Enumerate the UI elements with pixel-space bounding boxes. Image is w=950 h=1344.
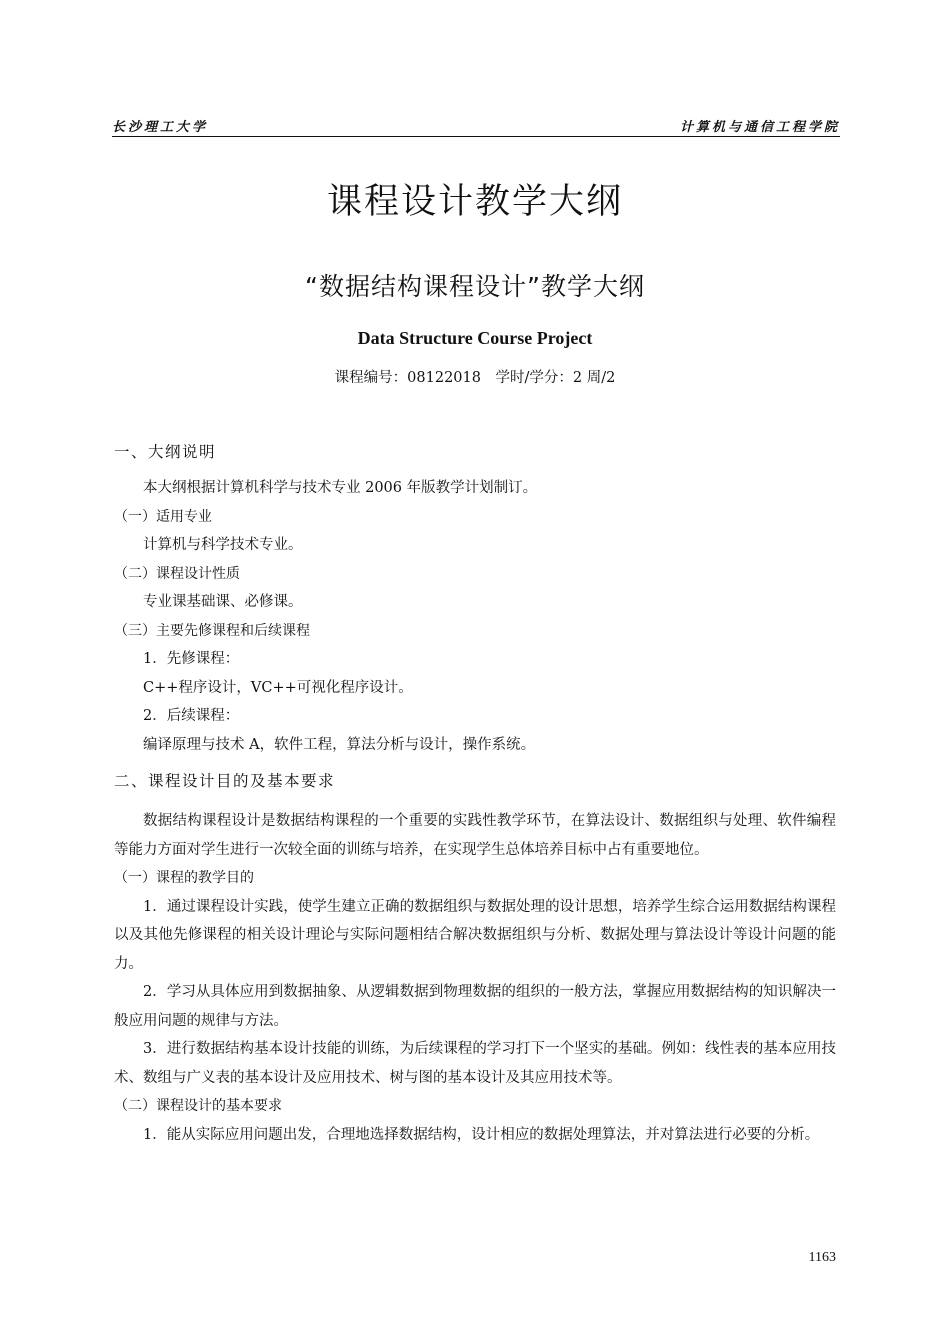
followup-label: 2．后续课程： [143,708,240,724]
header-college: 计算机与通信工程学院 [679,120,840,135]
course-nature-text: 专业课基础课、必修课。 [143,594,303,610]
document-title: 课程设计教学大纲 [326,182,623,222]
subheading-basic-requirements: （二）课程设计的基本要求 [114,1098,282,1114]
page-number: 1163 [808,1250,836,1265]
applicable-major-text: 计算机与科学技术专业。 [143,537,303,553]
subheading-applicable-major: （一）适用专业 [114,508,212,525]
syllabus-subtitle: “数据结构课程设计”教学大纲 [305,272,645,301]
prerequisites-label: 1．先修课程： [143,651,240,667]
teaching-purpose-item-3: 3．进行数据结构基本设计技能的训练，为后续课程的学习打下一个坚实的基础。例如：线性表的基本应用技术、数组与广义表的基本设计及应用技术、树与图的基本设计及其应用技术等。 [114,1041,836,1086]
followup-text: 编译原理与技术 A，软件工程，算法分析与设计，操作系统。 [143,736,536,753]
basic-requirements-item-1: 1．能从实际应用问题出发，合理地选择数据结构，设计相应的数据处理算法，并对算法进行必要的分析。 [143,1126,820,1143]
objectives-intro: 数据结构课程设计是数据结构课程的一个重要的实践性教学环节，在算法设计、数据组织与处理、软件编程等能力方面对学生进行一次较全面的训练与培养，在实现学生总体培养目标中占有重要地位。 [114,813,836,858]
document-body [114,438,836,1149]
header-university: 长沙理工大学 [112,120,209,135]
section-heading-outline: 一、大纲说明 [114,443,217,461]
subheading-course-nature: （二）课程设计性质 [114,565,240,582]
teaching-purpose-item-2: 2．学习从具体应用到数据抽象、从逻辑数据到物理数据的组织的一般方法，掌握应用数据结构的知识解决一般应用问题的规律与方法。 [114,984,836,1029]
section-heading-objectives: 二、课程设计目的及基本要求 [114,772,336,790]
teaching-purpose-item-1: 1．通过课程设计实践，使学生建立正确的数据组织与数据处理的设计思想，培养学生综合运用数据结构课程以及其他先修课程的相关设计理论与实际问题相结合解决数据组织与分析、数据处理与算法设计等设计问题的能力。 [114,898,836,972]
prerequisites-text: C++程序设计，VC++可视化程序设计。 [143,679,413,696]
english-title: Data Structure Course Project [357,328,593,348]
subheading-teaching-purpose: （一）课程的教学目的 [114,870,254,886]
course-meta: 课程编号：08122018 学时/学分：2 周/2 [334,370,616,386]
outline-intro: 本大纲根据计算机科学与技术专业 2006 年版教学计划制订。 [143,480,538,496]
subheading-prerequisites: （三）主要先修课程和后续课程 [114,622,310,639]
running-header [112,112,840,137]
